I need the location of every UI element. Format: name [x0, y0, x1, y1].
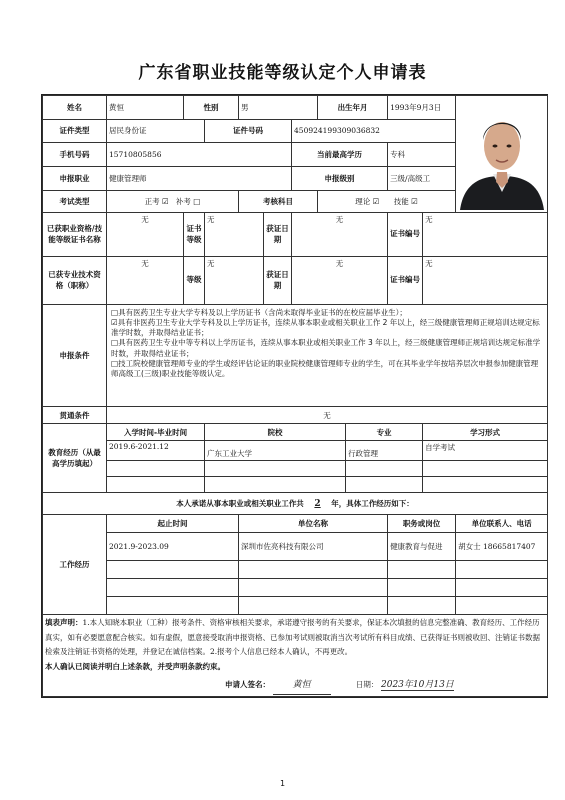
qual-cert-level-value: 无 — [205, 213, 264, 257]
edu-row — [43, 461, 548, 477]
edu-row — [43, 441, 548, 461]
exam-subject-options — [318, 190, 456, 213]
work-contact — [456, 597, 548, 615]
work-history-label: 工作经历 — [43, 515, 107, 615]
edu-major — [346, 461, 423, 477]
work-period — [107, 561, 239, 579]
edu-mode — [423, 477, 548, 493]
work-promise-tail: 年，具体工作经历如下： — [331, 499, 414, 508]
condition-item: □具有医药卫生专业中等专科以上学历证书，连续从事本职业或相关职业工作 3 年以上，经三级健康管理师正规培训达规定标准学时数，并取得结业证书； — [111, 338, 541, 358]
education-value: 专科 — [388, 143, 456, 167]
work-promise — [43, 493, 548, 515]
edu-header-school: 院校 — [205, 424, 346, 441]
work-header-position: 职务或岗位 — [388, 515, 456, 533]
edu-mode: 自学考试 — [423, 441, 548, 461]
edu-mode — [423, 461, 548, 477]
form-title: 广东省职业技能等级认定个人申请表 — [138, 63, 427, 83]
date-label: 日期： — [355, 679, 379, 689]
skill-label: 技能 — [393, 196, 409, 206]
signature-value: 黄恒 — [273, 677, 331, 696]
declaration-text: 1.本人知晓本职业（工种）报考条件、资格审核相关要求，承诺遵守报考的有关要求，保证本次填报的信息完整准确、教育经历、工作经历真实，如有必要愿意配合核实。如有虚假，愿意接受取消申报资格、已参加考试则被取消当次考试所有科目成绩、已获得证书则被收回、注销证书数据检索及注销证书资格的处理，并登记在诚信档案。2.报考个人信息已经本人确认，不再更改。 — [45, 618, 540, 657]
work-contact — [456, 579, 548, 597]
exam-type-label: 考试类型 — [43, 190, 107, 213]
work-header-contact: 单位联系人、电话 — [456, 515, 548, 533]
work-company: 深圳市佐亮科技有限公司 — [239, 533, 388, 561]
phone-value: 15710805856 — [107, 143, 292, 167]
work-contact — [456, 561, 548, 579]
condition-item: □技工院校健康管理师专业的学生或经评估论证的职业院校健康管理师专业的学生，可在其毕业学年按培养层次申报参加健康管理师高级工(三级)职业技能等级认定。 — [111, 358, 539, 378]
id-type-label: 证件类型 — [43, 119, 107, 143]
gender-label: 性别 — [184, 96, 239, 120]
through-label: 贯通条件 — [43, 407, 107, 424]
work-position — [388, 561, 456, 579]
confirm-text: 本人确认已阅读并明白上述条款，并受声明条款约束。 — [45, 661, 225, 671]
education-label: 当前最高学历 — [292, 143, 388, 167]
edu-school — [205, 461, 346, 477]
name-value: 黄恒 — [107, 96, 184, 120]
work-company — [239, 597, 388, 615]
prof-no-label: 证书编号 — [388, 257, 423, 305]
occupation-value: 健康管理师 — [107, 166, 292, 190]
qual-cert-no-label: 证书编号 — [388, 213, 423, 257]
work-row — [43, 533, 548, 561]
edu-major: 行政管理 — [346, 441, 423, 461]
occupation-label: 申报职业 — [43, 166, 107, 190]
edu-major — [346, 477, 423, 493]
work-promise-text: 本人承诺从事本职业或相关职业工作共 — [176, 499, 304, 508]
edu-period — [107, 477, 205, 493]
edu-header-mode: 学习形式 — [423, 424, 548, 441]
work-company — [239, 579, 388, 597]
edu-header-major: 专业 — [346, 424, 423, 441]
work-header-period: 起止时间 — [107, 515, 239, 533]
edu-school: 广东工业大学 — [205, 441, 346, 461]
qual-cert-date-value: 无 — [292, 213, 388, 257]
level-label: 申报级别 — [292, 166, 388, 190]
work-row — [43, 561, 548, 579]
prof-grade-label: 等级 — [184, 257, 205, 305]
through-value: 无 — [107, 407, 548, 424]
edu-period — [107, 461, 205, 477]
name-label: 姓名 — [43, 96, 107, 120]
level-value: 三级/高级工 — [388, 166, 456, 190]
declaration-block — [43, 615, 548, 697]
birth-label: 出生年月 — [318, 96, 388, 120]
edu-row — [43, 477, 548, 493]
edu-period: 2019.6-2021.12 — [107, 441, 205, 461]
work-period — [107, 597, 239, 615]
skill-checkbox[interactable]: ☑ — [411, 196, 418, 206]
prof-date-label: 获证日期 — [264, 257, 292, 305]
qual-cert-date-label: 获证日期 — [264, 213, 292, 257]
work-position — [388, 597, 456, 615]
date-value: 2023年10月13日 — [381, 679, 454, 690]
conditions-label: 申报条件 — [43, 305, 107, 407]
prof-title-value: 无 — [107, 257, 184, 305]
condition-item: ☑具有非医药卫生专业大学专科及以上学历证书，连续从事本职业或相关职业工作 2 年以上，经三级健康管理师正规培训达规定标准学时数，并取得结业证书； — [111, 318, 540, 338]
page-number: 1 — [279, 779, 286, 788]
work-contact: 胡女士 18665817407 — [456, 533, 548, 561]
qual-cert-level-label: 证书等级 — [184, 213, 205, 257]
phone-label: 手机号码 — [43, 143, 107, 167]
prof-grade-value: 无 — [205, 257, 264, 305]
birth-value: 1993年9月3日 — [388, 96, 456, 120]
exam-normal-checkbox[interactable]: ☑ — [162, 196, 169, 206]
exam-normal-label: 正考 — [144, 196, 160, 206]
qual-cert-no-value: 无 — [423, 213, 548, 257]
signature-label: 申请人签名： — [225, 679, 270, 689]
edu-history-label: 教育经历（从最高学历填起） — [43, 424, 107, 493]
prof-date-value: 无 — [292, 257, 388, 305]
work-period: 2021.9-2023.09 — [107, 533, 239, 561]
declaration-title: 填表声明： — [45, 618, 83, 627]
edu-header-period: 入学时间-毕业时间 — [107, 424, 205, 441]
exam-subject-label: 考核科目 — [239, 190, 318, 213]
signature-row — [45, 677, 545, 696]
work-company — [239, 561, 388, 579]
prof-title-label: 已获专业技术资格（职称） — [43, 257, 107, 305]
work-position — [388, 579, 456, 597]
applicant-photo — [456, 96, 548, 210]
exam-makeup-label: 补考 — [175, 196, 191, 206]
work-row — [43, 597, 548, 615]
id-type-value: 居民身份证 — [107, 119, 205, 143]
work-header-company: 单位名称 — [239, 515, 388, 533]
conditions-list — [107, 305, 548, 407]
work-row — [43, 579, 548, 597]
gender-value: 男 — [239, 96, 318, 120]
theory-checkbox[interactable]: ☑ — [372, 196, 380, 206]
exam-type-options — [107, 190, 239, 213]
prof-no-value: 无 — [423, 257, 548, 305]
condition-item: □具有医药卫生专业大学专科及以上学历证书（含尚未取得毕业证书的在校应届毕业生）； — [111, 308, 407, 317]
work-years: 2 — [314, 499, 321, 509]
qual-cert-label: 已获职业资格/技能等级证书名称 — [43, 213, 107, 257]
exam-makeup-checkbox[interactable]: □ — [193, 196, 201, 206]
work-period — [107, 579, 239, 597]
theory-label: 理论 — [355, 196, 371, 206]
qual-cert-value: 无 — [107, 213, 184, 257]
application-form — [41, 94, 548, 698]
id-no-label: 证件号码 — [205, 119, 292, 143]
edu-school — [205, 477, 346, 493]
id-no-value: 450924199309036832 — [292, 119, 456, 143]
photo-cell — [456, 96, 548, 213]
work-position: 健康教育与促进 — [388, 533, 456, 561]
